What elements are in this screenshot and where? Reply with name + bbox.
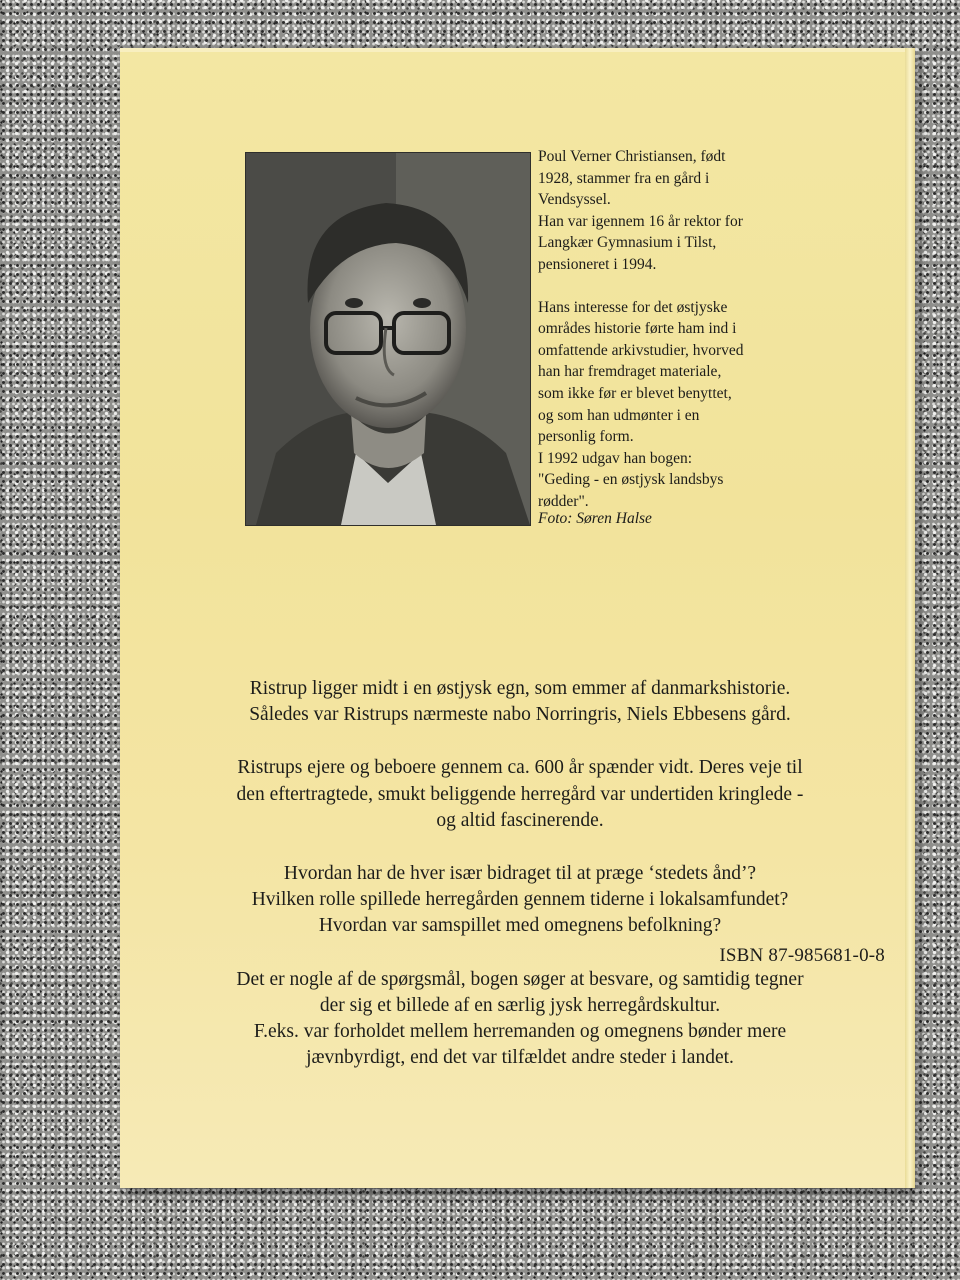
book-description: [160, 676, 880, 1098]
bio-2-line: han har fremdraget materiale,: [538, 363, 722, 381]
description-line: Hvordan var samspillet med omegnens befolkning?: [318, 915, 722, 937]
description-line: den eftertragtede, smukt beliggende herregård var undertiden kringlede -: [236, 783, 804, 805]
description-line: F.eks. var forholdet mellem herremanden og omegnens bønder mere: [253, 1021, 787, 1043]
photo-credit: Foto: Søren Halse: [538, 510, 652, 527]
description-line: jævnbyrdigt, end det var tilfældet andre steder i landet.: [306, 1047, 734, 1069]
bio-1-line: Poul Verner Christiansen, født: [538, 148, 726, 165]
bio-2-line: omfattende arkivstudier, hvorved: [538, 341, 744, 359]
bio-paragraph-1: [538, 146, 808, 276]
bio-gap: [538, 276, 808, 297]
bio-1-line: Han var igennem 16 år rektor for: [538, 212, 743, 230]
isbn-number: ISBN 87-985681-0-8: [719, 945, 885, 966]
bio-2-line: som ikke før er blevet benyttet,: [538, 384, 732, 402]
description-line: der sig et billede af en særlig jysk herregårdskultur.: [319, 994, 721, 1016]
description-paragraph: [160, 755, 880, 834]
bio-2-line: personlig form.: [538, 428, 634, 446]
bio-1-line: pensioneret i 1994.: [538, 255, 657, 273]
description-line: Hvilken rolle spillede herregården gennem tiderne i lokalsamfundet?: [251, 889, 789, 911]
description-line: og altid fascinerende.: [436, 809, 604, 831]
author-bio: [538, 146, 808, 513]
bio-2-line: "Geding - en østjysk landsbys: [538, 471, 724, 489]
description-paragraph: [160, 861, 880, 940]
description-line: Hvordan har de hver især bidraget til at præge ‘stedets ånd’?: [283, 863, 757, 885]
description-line: Ristrups ejere og beboere gennem ca. 600 år spænder vidt. Deres veje til: [237, 757, 803, 779]
author-portrait-graphic: [246, 153, 530, 525]
description-paragraph: [160, 967, 880, 1072]
cover-top-edge: [120, 48, 915, 52]
bio-2-line: områdes historie førte ham ind i: [538, 320, 737, 338]
author-photo: [245, 152, 531, 526]
bio-1-line: Vendsyssel.: [538, 191, 611, 209]
bio-2-line: rødder".: [538, 492, 589, 510]
description-line: Det er nogle af de spørgsmål, bogen søger at besvare, og samtidig tegner: [236, 968, 804, 990]
book-back-cover: [120, 48, 915, 1188]
bio-2-line: I 1992 udgav han bogen:: [538, 449, 693, 467]
description-paragraph: [160, 676, 880, 728]
description-line: Ristrup ligger midt i en østjysk egn, som emmer af danmarkshistorie.: [249, 678, 791, 699]
bio-1-line: Langkær Gymnasium i Tilst,: [538, 234, 717, 252]
bio-2-line: Hans interesse for det østjyske: [538, 298, 728, 316]
bio-paragraph-2: [538, 297, 808, 513]
cover-side-edge: [905, 48, 915, 1188]
bio-2-line: og som han udmønter i en: [538, 406, 700, 424]
bio-1-line: 1928, stammer fra en gård i: [538, 169, 710, 187]
description-line: Således var Ristrups nærmeste nabo Norringris, Niels Ebbesens gård.: [249, 704, 791, 726]
